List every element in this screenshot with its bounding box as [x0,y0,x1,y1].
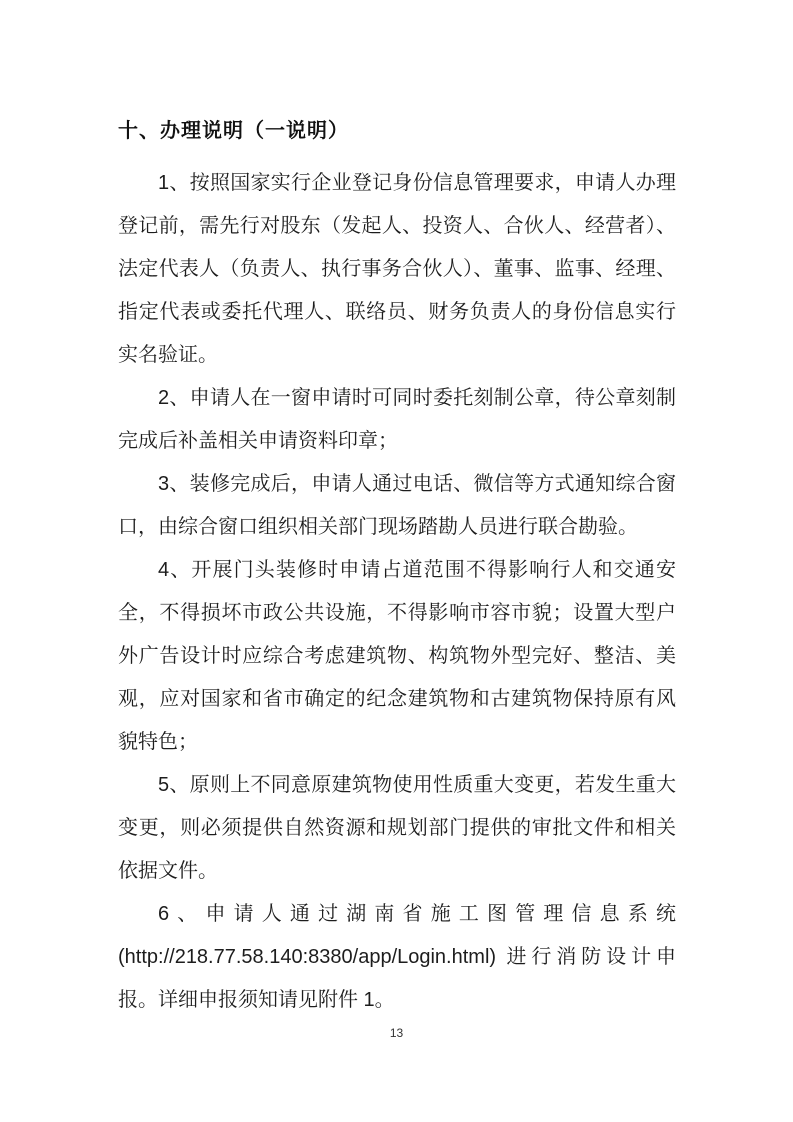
page-number: 13 [389,1026,404,1040]
paragraph-2: 2、申请人在一窗申请时可同时委托刻制公章，待公章刻制完成后补盖相关申请资料印章； [118,387,676,452]
paragraph-4: 4、开展门头装修时申请占道范围不得影响行人和交通安全，不得损坏市政公共设施，不得影响市容市貌；设置大型户外广告设计时应综合考虑建筑物、构筑物外型完好、整洁、美观，应对国家和省市确定的纪念建筑物和古建筑物保持原有风貌特色； [118,559,676,753]
paragraph-1: 1、按照国家实行企业登记身份信息管理要求，申请人办理登记前，需先行对股东（发起人、投资人、合伙人、经营者）、法定代表人（负责人、执行事务合伙人）、董事、监事、经理、指定代表或委托代理人、联络员、财务负责人的身份信息实行实名验证。 [118,172,676,366]
section-heading: 十、办理说明（一说明） [118,120,349,142]
paragraph-5: 5、原则上不同意原建筑物使用性质重大变更，若发生重大变更，则必须提供自然资源和规划部门提供的审批文件和相关依据文件。 [118,774,676,882]
paragraph-6: 6、申请人通过湖南省施工图管理信息系统 (http://218.77.58.140:8380/app/Login.html) 进行消防设计申报。详细申报须知请见附件 1。 [118,903,676,1011]
document-content [118,110,676,1022]
paragraph-3: 3、装修完成后，申请人通过电话、微信等方式通知综合窗口，由综合窗口组织相关部门现场踏勘人员进行联合勘验。 [118,473,676,538]
